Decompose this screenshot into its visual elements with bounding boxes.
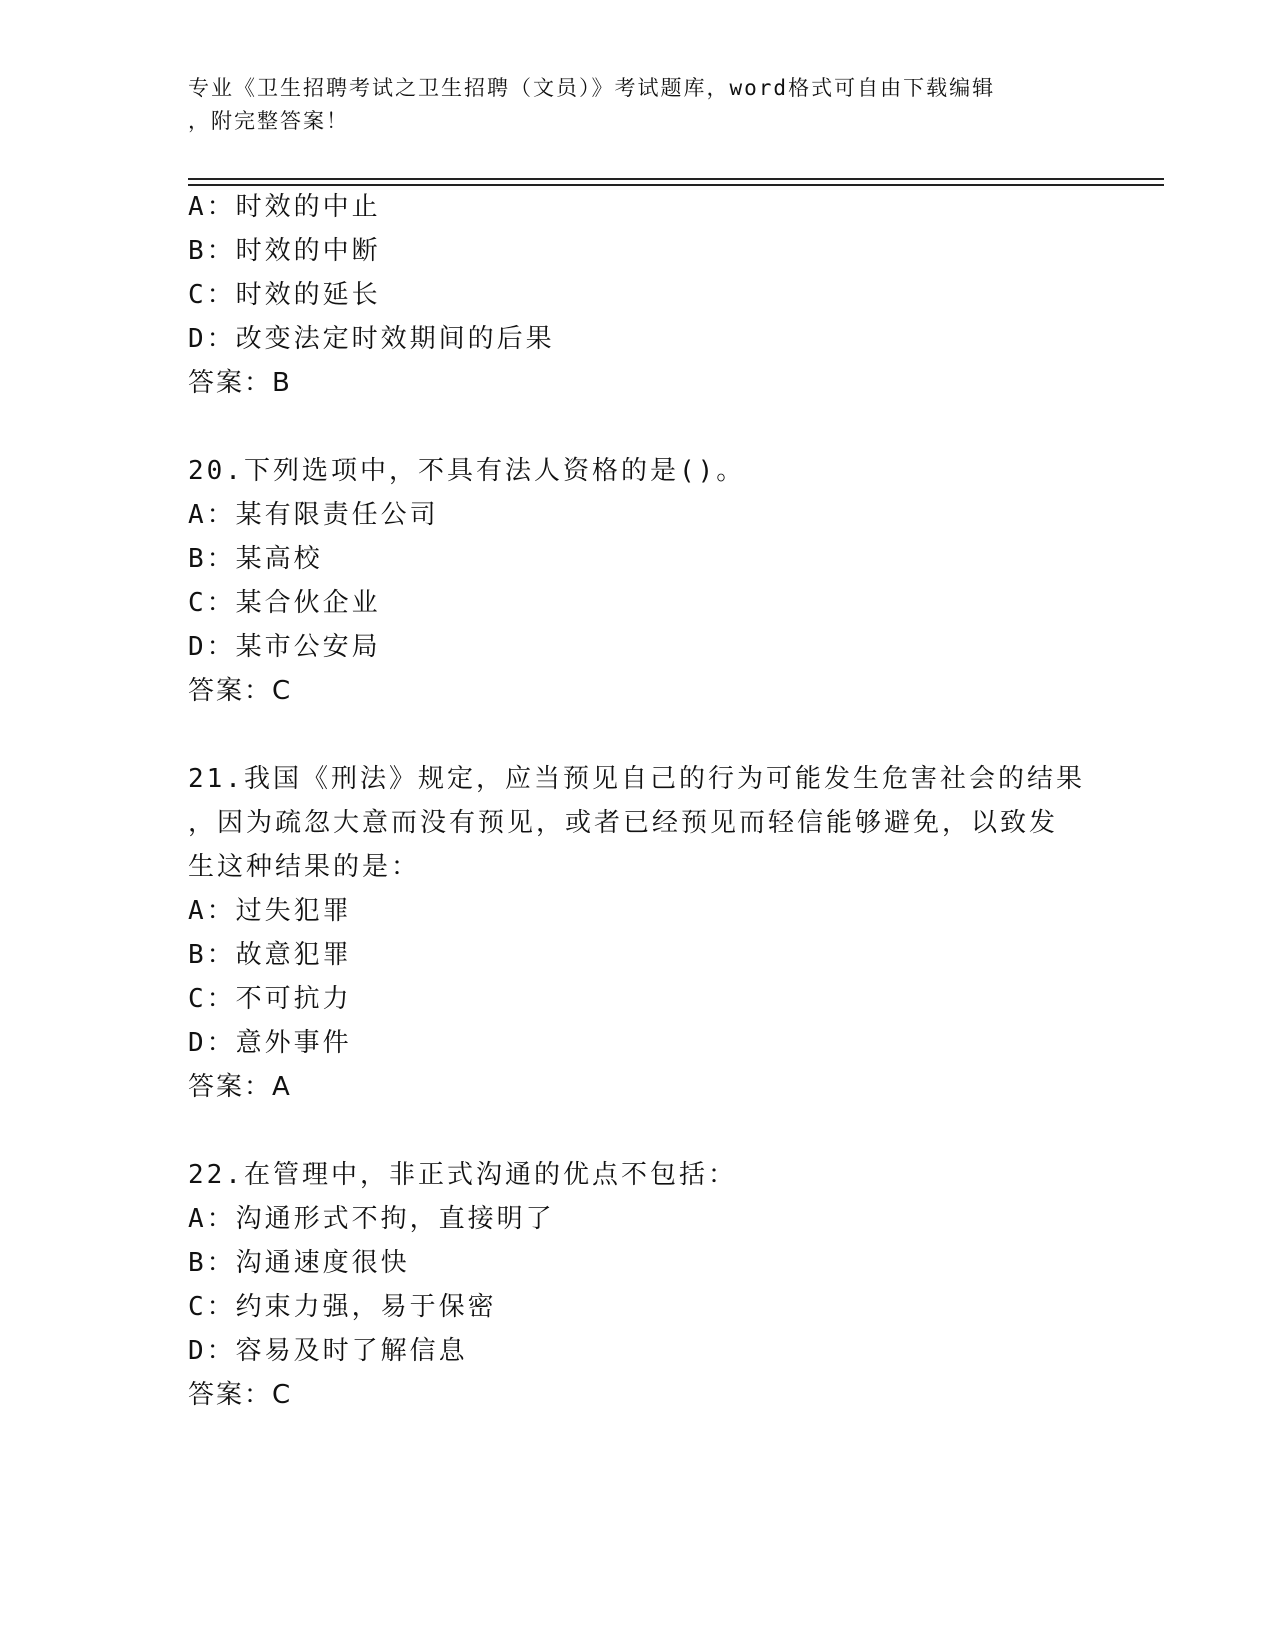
q20-option-a: A：某有限责任公司 [188,500,439,530]
header-line-1: 专业《卫生招聘考试之卫生招聘（文员）》考试题库，word格式可自由下载编辑 [188,76,996,100]
q20-option-d: D：某市公安局 [188,632,381,662]
q19-option-b: B：时效的中断 [188,236,381,266]
q21-option-a: A：过失犯罪 [188,896,352,926]
q20-option-c: C：某合伙企业 [188,588,381,618]
q22-answer: 答案：C [188,1380,293,1410]
q22-option-c: C：约束力强，易于保密 [188,1292,497,1322]
q19-option-d: D：改变法定时效期间的后果 [188,324,555,354]
q19-answer: 答案：B [188,368,292,398]
q21-question-line-2: ，因为疏忽大意而没有预见，或者已经预见而轻信能够避免，以致发 [188,808,1059,838]
q20-question: 20.下列选项中，不具有法人资格的是()。 [188,456,746,486]
header-line-2: ，附完整答案！ [188,109,349,133]
q19-option-a: A：时效的中止 [188,192,381,222]
q22-question: 22.在管理中，非正式沟通的优点不包括： [188,1160,737,1190]
header-divider [188,178,1164,180]
header-divider [188,184,1164,186]
q21-option-d: D：意外事件 [188,1028,352,1058]
q21-answer: 答案：A [188,1072,292,1102]
q20-answer: 答案：C [188,676,293,706]
q20-option-b: B：某高校 [188,544,323,574]
document-header [188,72,1088,138]
q19-option-c: C：时效的延长 [188,280,381,310]
q22-option-d: D：容易及时了解信息 [188,1336,468,1366]
q21-question-line-3: 生这种结果的是： [188,852,421,882]
q22-option-a: A：沟通形式不拘，直接明了 [188,1204,555,1234]
q21-option-c: C：不可抗力 [188,984,352,1014]
q21-question-line-1: 21.我国《刑法》规定，应当预见自己的行为可能发生危害社会的结果 [188,764,1085,794]
q22-option-b: B：沟通速度很快 [188,1248,410,1278]
q21-option-b: B：故意犯罪 [188,940,352,970]
